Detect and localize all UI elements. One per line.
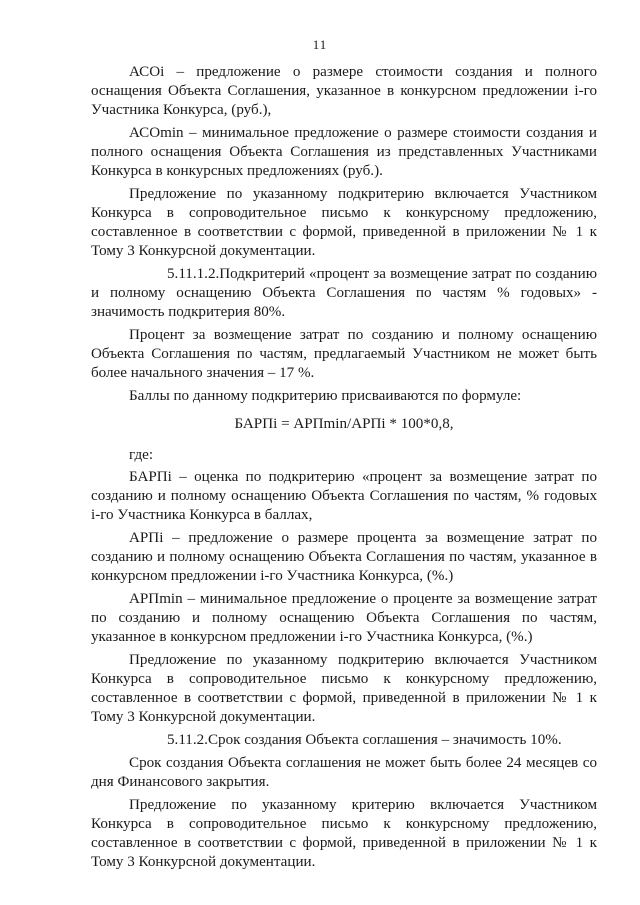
paragraph-formula-intro: Баллы по данному подкритерию присваиваются по формуле:	[129, 388, 522, 404]
page-body	[91, 63, 597, 876]
section-text: Подкритерий «процент за возмещение затрат по созданию и полному оснащению Объекта Соглашения по частям % годовых» - значимость подкритерия 80%.	[91, 266, 597, 320]
section-text: Срок создания Объекта соглашения – значимость 10%.	[207, 732, 562, 748]
paragraph-aco-min: АСОmin – минимальное предложение о размере стоимости создания и полного оснащения Объекта Соглашения из представленных Участниками Конкурса в конкурсных предложениях (руб.).	[91, 125, 597, 179]
paragraph-submission-note-2: Предложение по указанному подкритерию включается Участником Конкурса в сопроводительное письмо к конкурсному предложению, составленное в соответствии с формой, приведенной в приложении № 1 к Тому 3 Конкурсной документации.	[91, 652, 597, 725]
definition-arp-i: АРПi – предложение о размере процента за возмещение затрат по созданию и полному оснащению Объекта Соглашения по частям, указанное в конкурсном предложении i-го Участника Конкурса, (%.)	[91, 530, 597, 584]
paragraph-submission-note: Предложение по указанному подкритерию включается Участником Конкурса в сопроводительное письмо к конкурсному предложению, составленное в соответствии с формой, приведенной в приложении № 1 к Тому 3 Конкурсной документации.	[91, 186, 597, 259]
section-5-11-1-2	[91, 265, 597, 322]
paragraph-creation-term: Срок создания Объекта соглашения не может быть более 24 месяцев со дня Финансового закрытия.	[91, 755, 597, 790]
where-label: где:	[129, 447, 154, 463]
formula: БАРПi = АРПmin/АРПi * 100*0,8,	[234, 416, 454, 432]
page-number: 11	[312, 37, 328, 52]
definition-barp-i: БАРПi – оценка по подкритерию «процент за возмещение затрат по созданию и полному оснащению Объекта Соглашения по частям, % годовых i-го Участника Конкурса в баллах,	[91, 469, 597, 523]
paragraph-aco-i: АСОi – предложение о размере стоимости создания и полного оснащения Объекта Соглашения, указанное в конкурсном предложении i-го Участника Конкурса, (руб.),	[91, 64, 597, 118]
section-5-11-2	[91, 731, 597, 750]
section-number: 5.11.2.	[167, 732, 208, 748]
section-number: 5.11.1.2.	[167, 266, 220, 282]
paragraph-submission-note-3: Предложение по указанному критерию включается Участником Конкурса в сопроводительное письмо к конкурсному предложению, составленное в соответствии с формой, приведенной в приложении № 1 к Тому 3 Конкурсной документации.	[91, 797, 597, 870]
paragraph-percent-limit: Процент за возмещение затрат по созданию и полному оснащению Объекта Соглашения по частям, предлагаемый Участником не может быть более начального значения – 17 %.	[91, 327, 597, 381]
definition-arp-min: АРПmin – минимальное предложение о проценте за возмещение затрат по созданию и полному оснащению Объекта Соглашения по частям, указанное в конкурсном предложении i-го Участника Конкурса, (%.)	[91, 591, 597, 645]
